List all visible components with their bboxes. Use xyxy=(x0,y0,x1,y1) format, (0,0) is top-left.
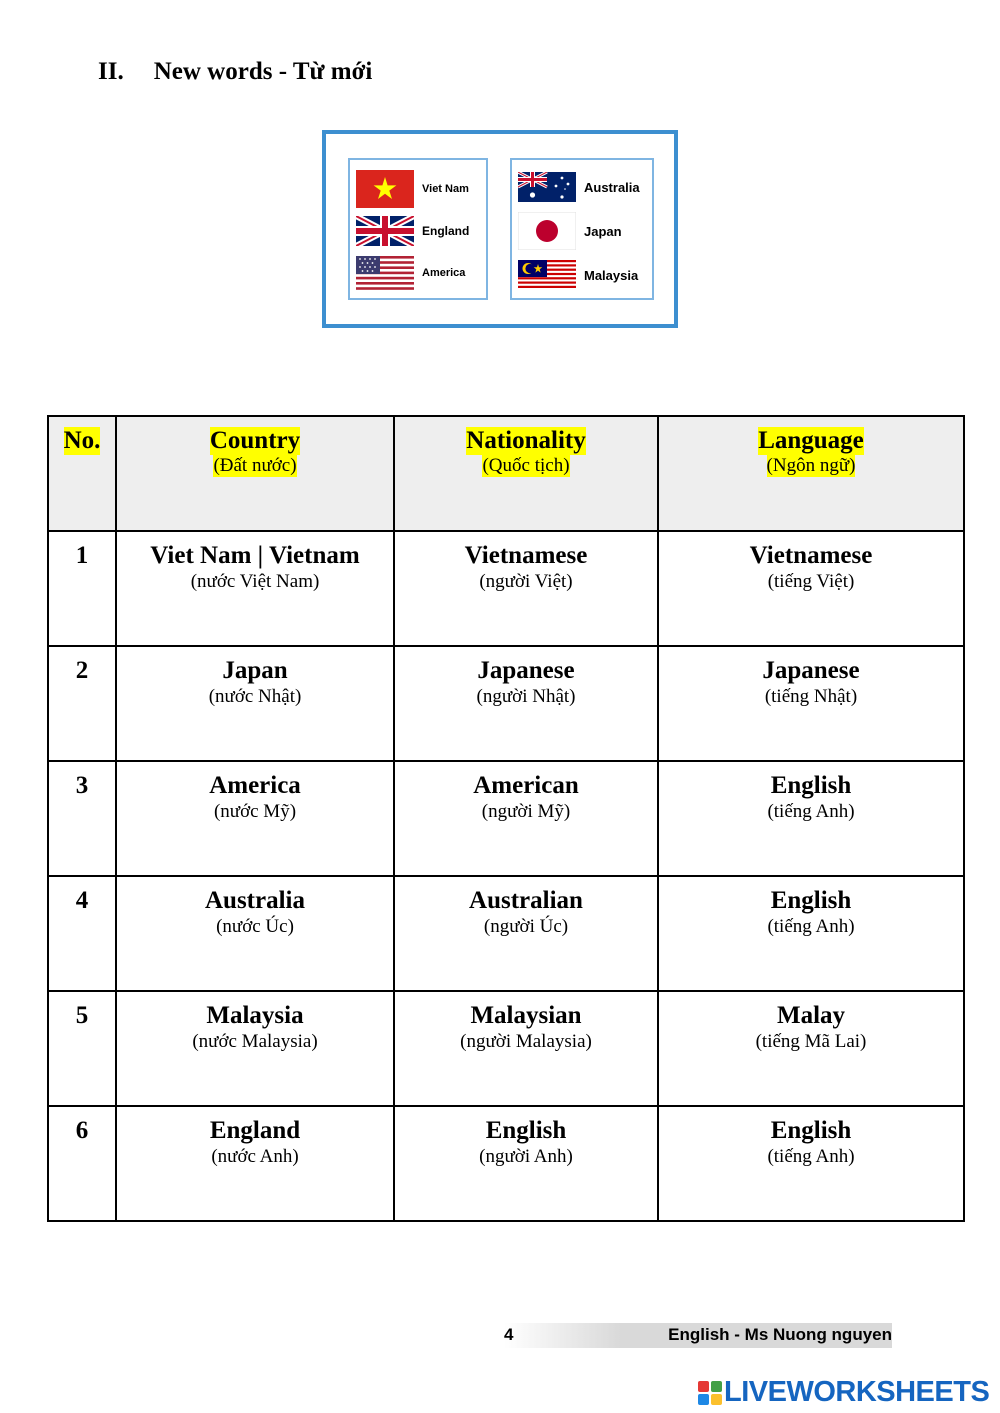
flag-label: Malaysia xyxy=(584,267,639,283)
flags-column-left xyxy=(348,158,488,300)
nationality-translation: (người Úc) xyxy=(483,916,569,937)
cell-nationality xyxy=(394,991,658,1106)
cell-country xyxy=(116,531,394,646)
header-nationality-label: Nationality xyxy=(466,427,586,454)
nationality-translation: (người Anh) xyxy=(479,1146,573,1167)
table-row xyxy=(48,646,964,761)
nationality-name: American xyxy=(473,772,579,799)
cell-language xyxy=(658,531,964,646)
cell-nationality xyxy=(394,1106,658,1221)
language-translation: (tiếng Mã Lai) xyxy=(755,1031,867,1052)
row-number: 5 xyxy=(75,1002,89,1029)
table-row xyxy=(48,1106,964,1221)
cell-language xyxy=(658,876,964,991)
header-language-sub: (Ngôn ngữ) xyxy=(766,455,856,476)
nationality-name: English xyxy=(485,1117,567,1144)
language-name: English xyxy=(770,1117,852,1144)
nationality-translation: (người Nhật) xyxy=(476,686,576,707)
uk-flag-icon xyxy=(356,216,414,246)
flag-item xyxy=(518,172,640,202)
table-row xyxy=(48,761,964,876)
flag-label: Australia xyxy=(584,179,640,195)
cell-no xyxy=(48,876,116,991)
vietnam-flag-icon xyxy=(356,170,414,208)
section-numeral: II. xyxy=(98,58,124,85)
nationality-translation: (người Việt) xyxy=(479,571,573,592)
liveworksheets-brand[interactable] xyxy=(698,1376,989,1409)
language-translation: (tiếng Anh) xyxy=(767,801,855,822)
table-row xyxy=(48,531,964,646)
row-number: 6 xyxy=(75,1117,89,1144)
row-number: 1 xyxy=(75,542,89,569)
cell-language xyxy=(658,761,964,876)
cell-no xyxy=(48,761,116,876)
flag-item xyxy=(518,260,638,290)
nationality-translation: (người Mỹ) xyxy=(481,801,571,822)
cell-nationality xyxy=(394,531,658,646)
language-translation: (tiếng Anh) xyxy=(767,1146,855,1167)
row-number: 3 xyxy=(75,772,89,799)
header-country xyxy=(116,416,394,531)
cell-nationality xyxy=(394,761,658,876)
cell-no xyxy=(48,646,116,761)
cell-country xyxy=(116,761,394,876)
country-name: Malaysia xyxy=(206,1002,304,1029)
flag-item xyxy=(518,212,622,250)
flag-item xyxy=(356,216,469,246)
page-number: 4 xyxy=(504,1325,514,1344)
nationality-name: Australian xyxy=(469,887,583,914)
header-language-label: Language xyxy=(758,427,864,454)
header-nationality-sub: (Quốc tịch) xyxy=(482,455,570,476)
vocabulary-table xyxy=(47,415,965,1222)
cell-country xyxy=(116,1106,394,1221)
flag-label: Viet Nam xyxy=(422,183,469,195)
country-name: England xyxy=(209,1117,301,1144)
language-translation: (tiếng Việt) xyxy=(767,571,855,592)
header-nationality xyxy=(394,416,658,531)
cell-no xyxy=(48,1106,116,1221)
footer-credit: English - Ms Nuong nguyen xyxy=(668,1325,892,1344)
country-translation: (nước Việt Nam) xyxy=(190,571,320,592)
flags-column-right xyxy=(510,158,654,300)
cell-country xyxy=(116,646,394,761)
usa-flag-icon xyxy=(356,256,414,290)
japan-flag-icon xyxy=(518,212,576,250)
country-name: Japan xyxy=(222,657,288,684)
cell-no xyxy=(48,991,116,1106)
country-translation: (nước Nhật) xyxy=(208,686,302,707)
country-name: Australia xyxy=(205,887,305,914)
header-country-sub: (Đất nước) xyxy=(213,455,297,476)
flag-label: America xyxy=(422,267,466,279)
cell-country xyxy=(116,991,394,1106)
cell-country xyxy=(116,876,394,991)
cell-nationality xyxy=(394,876,658,991)
language-name: Malay xyxy=(776,1002,846,1029)
cell-language xyxy=(658,991,964,1106)
flags-figure xyxy=(322,130,678,328)
header-no xyxy=(48,416,116,531)
language-name: English xyxy=(770,887,852,914)
table-row xyxy=(48,991,964,1106)
header-language xyxy=(658,416,964,531)
country-name: America xyxy=(209,772,301,799)
cell-language xyxy=(658,646,964,761)
cell-nationality xyxy=(394,646,658,761)
row-number: 2 xyxy=(75,657,89,684)
flag-label: England xyxy=(422,224,470,238)
country-translation: (nước Anh) xyxy=(211,1146,299,1167)
header-no-label: No. xyxy=(63,427,101,454)
language-name: Vietnamese xyxy=(749,542,873,569)
page-footer xyxy=(504,1323,892,1348)
flag-item xyxy=(356,256,465,290)
nationality-name: Japanese xyxy=(477,657,575,684)
flag-label: Japan xyxy=(584,223,622,239)
header-country-label: Country xyxy=(209,427,301,454)
country-translation: (nước Úc) xyxy=(216,916,294,937)
malaysia-flag-icon xyxy=(518,260,576,290)
australia-flag-icon xyxy=(518,172,576,202)
section-title xyxy=(98,58,372,86)
section-heading: New words - Từ mới xyxy=(153,58,373,85)
language-name: English xyxy=(770,772,852,799)
row-number: 4 xyxy=(75,887,89,914)
cell-language xyxy=(658,1106,964,1221)
table-header-row xyxy=(48,416,964,531)
language-translation: (tiếng Anh) xyxy=(767,916,855,937)
table-row xyxy=(48,876,964,991)
country-translation: (nước Mỹ) xyxy=(213,801,297,822)
nationality-name: Vietnamese xyxy=(464,542,588,569)
country-translation: (nước Malaysia) xyxy=(192,1031,318,1052)
language-translation: (tiếng Nhật) xyxy=(764,686,858,707)
cell-no xyxy=(48,531,116,646)
country-name: Viet Nam | Vietnam xyxy=(150,542,360,569)
flag-item xyxy=(356,170,469,208)
language-name: Japanese xyxy=(762,657,860,684)
liveworksheets-logo-icon xyxy=(698,1381,722,1405)
nationality-name: Malaysian xyxy=(470,1002,582,1029)
brand-name: LIVEWORKSHEETS xyxy=(724,1376,990,1408)
nationality-translation: (người Malaysia) xyxy=(460,1031,592,1052)
